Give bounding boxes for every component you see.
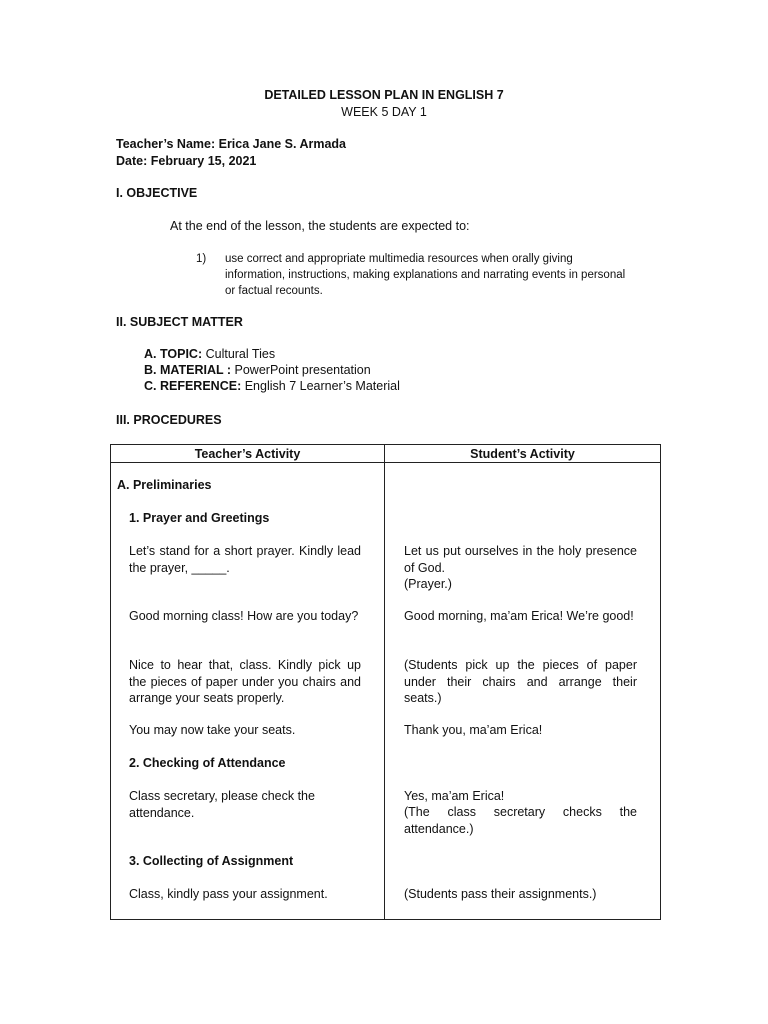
student-prayer-note: (Prayer.) (404, 577, 452, 591)
student-greeting-text: Good morning, ma’am Erica! We’re good! (404, 609, 634, 623)
subsection-attendance: 2. Checking of Attendance (129, 756, 286, 770)
teacher-seats-text: You may now take your seats. (129, 723, 296, 737)
procedures-table-header-row (111, 445, 661, 463)
subject-reference (144, 378, 400, 394)
teacher-attendance-text: Class secretary, please check the attendance. (129, 789, 315, 820)
subject-topic (144, 346, 400, 362)
procedures-table (110, 444, 661, 920)
subject-material (144, 362, 400, 378)
objective-intro: At the end of the lesson, the students are expected to: (170, 219, 470, 233)
objective-item-text: use correct and appropriate multimedia resources when orally giving information, instructions, making explanations and narrating events in personal or factual recounts. (225, 253, 626, 297)
date-value: February 15, 2021 (150, 154, 257, 168)
subsection-assignment: 3. Collecting of Assignment (129, 854, 294, 868)
subject-material-label: B. MATERIAL : (144, 363, 232, 377)
objective-heading: I. OBJECTIVE (116, 186, 198, 200)
document-subtitle: WEEK 5 DAY 1 (341, 105, 427, 119)
document-header (0, 87, 768, 121)
teacher-prayer-text: Let’s stand for a short prayer. Kindly lead the prayer, _____. (129, 544, 361, 575)
subject-matter-list (144, 346, 400, 394)
teacher-greeting-text: Good morning class! How are you today? (129, 609, 359, 623)
objective-item-number: 1) (196, 253, 207, 265)
teacher-assignment-text: Class, kindly pass your assignment. (129, 887, 328, 901)
student-attendance-reply: Yes, ma’am Erica! (404, 789, 505, 803)
student-activity-header: Student’s Activity (385, 445, 661, 463)
objective-item (196, 251, 626, 299)
subject-topic-label: A. TOPIC: (144, 347, 203, 361)
date-line (116, 153, 346, 170)
teacher-name-line (116, 136, 346, 153)
student-thanks-text: Thank you, ma’am Erica! (404, 723, 543, 737)
teacher-activity-cell (111, 463, 385, 920)
teacher-activity-header: Teacher’s Activity (111, 445, 385, 463)
subject-topic-value: Cultural Ties (205, 347, 276, 361)
student-attendance-note: (The class secretary checks the attendance.) (404, 805, 637, 836)
document-title: DETAILED LESSON PLAN IN ENGLISH 7 (264, 88, 504, 102)
procedures-table-body-row (111, 463, 661, 920)
student-arrange-text: (Students pick up the pieces of paper under their chairs and arrange their seats.) (404, 658, 637, 705)
subject-matter-heading: II. SUBJECT MATTER (116, 315, 243, 329)
teacher-name-value: Erica Jane S. Armada (218, 137, 346, 151)
student-activity-cell (385, 463, 661, 920)
section-preliminaries: A. Preliminaries (117, 478, 212, 492)
subject-reference-label: C. REFERENCE: (144, 379, 242, 393)
date-label: Date: (116, 154, 148, 168)
subject-reference-value: English 7 Learner’s Material (244, 379, 400, 393)
teacher-name-label: Teacher’s Name: (116, 137, 216, 151)
subject-material-value: PowerPoint presentation (234, 363, 371, 377)
student-assignment-text: (Students pass their assignments.) (404, 887, 597, 901)
student-prayer-text: Let us put ourselves in the holy presence of God. (404, 544, 637, 575)
subsection-prayer-greetings: 1. Prayer and Greetings (129, 511, 270, 525)
lesson-meta (116, 136, 346, 170)
procedures-heading: III. PROCEDURES (116, 413, 222, 427)
teacher-arrange-text: Nice to hear that, class. Kindly pick up the pieces of paper under you chairs and arrange your seats properly. (129, 658, 361, 705)
